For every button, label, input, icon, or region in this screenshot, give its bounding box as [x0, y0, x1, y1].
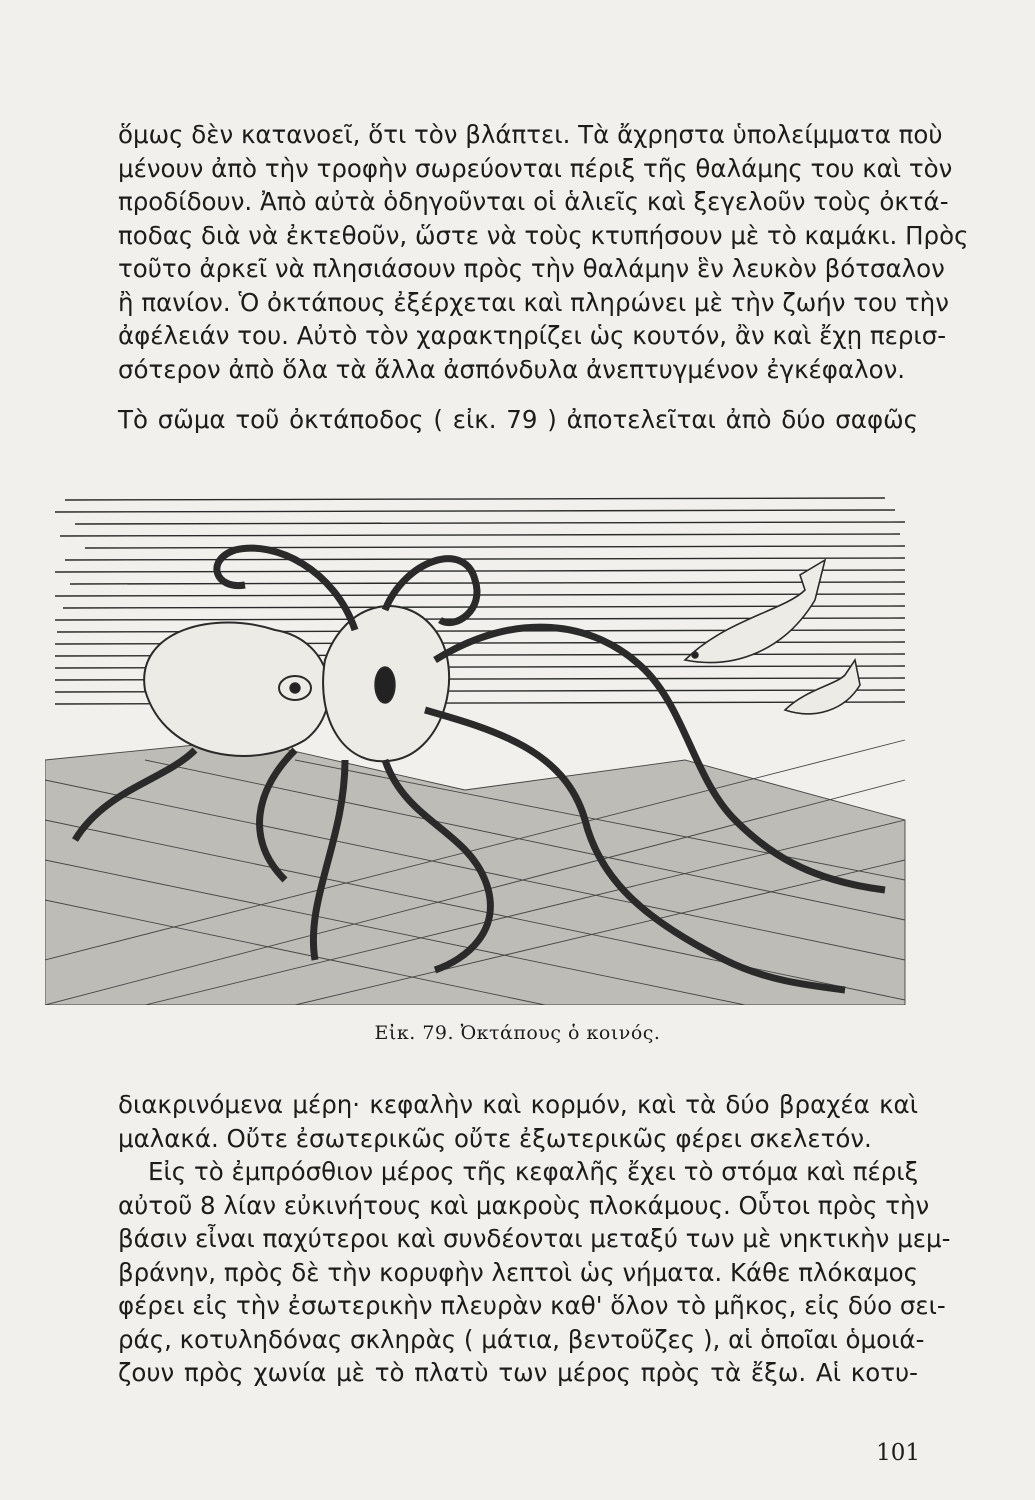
text-line: ἀφέλειάν του. Αὐτὸ τὸν χαρακτηρίζει ὡς κουτόν, ἂν καὶ ἔχῃ περισ-: [118, 321, 947, 350]
text-line: Τὸ σῶμα τοῦ ὀκτάποδος ( εἰκ. 79 ) ἀποτελεῖται ἀπὸ δύο σαφῶς: [118, 405, 918, 434]
page-number: 101: [876, 1440, 920, 1466]
octopus-siphon: [375, 667, 395, 703]
figure-caption: Εἰκ. 79. Ὀκτάπους ὁ κοινός.: [374, 1022, 661, 1044]
text-line: βράνην, πρὸς δὲ τὴν κορυφὴν λεπτοὶ ὡς νήματα. Κάθε πλόκαμος: [118, 1257, 918, 1287]
text-line: μαλακά. Οὔτε ἐσωτερικῶς οὔτε ἐξωτερικῶς φέρει σκελετόν.: [118, 1123, 872, 1153]
text-line: σότερον ἀπὸ ὅλα τὰ ἄλλα ἀσπόνδυλα ἀνεπτυγμένον ἐγκέφαλον.: [118, 354, 906, 384]
octopus-illustration: [45, 460, 915, 1005]
paragraph-bottom: [118, 1088, 951, 1390]
text-line: προδίδουν. Ἀπὸ αὐτὰ ὁδηγοῦνται οἱ ἁλιεῖς καὶ ξεγελοῦν τοὺς ὀκτά-: [118, 187, 949, 216]
text-line: μένουν ἀπὸ τὴν τροφὴν σωρεύονται πέριξ τῆς θαλάμης του καὶ τὸν: [118, 153, 953, 183]
paragraph-start: [118, 403, 918, 437]
text-line: ποδας διὰ νὰ ἐκτεθοῦν, ὥστε νὰ τοὺς κτυπήσουν μὲ τὸ καμάκι. Πρὸς: [118, 220, 969, 250]
text-line: Εἰς τὸ ἐμπρόσθιον μέρος τῆς κεφαλῆς ἔχει τὸ στόμα καὶ πέριξ: [148, 1157, 919, 1186]
text-line: βάσιν εἶναι παχύτεροι καὶ συνδέονται μεταξύ των μὲ νηκτικὴν μεμ-: [118, 1224, 951, 1253]
text-line: ὅμως δὲν κατανοεῖ, ὅτι τὸν βλάπτει. Τὰ ἄχρηστα ὑπολείμματα ποὺ: [118, 120, 943, 149]
text-line: διακρινόμενα μέρη· κεφαλὴν καὶ κορμόν, καὶ τὰ δύο βραχέα καὶ: [118, 1090, 918, 1119]
text-line: ζουν πρὸς χωνία μὲ τὸ πλατὺ των μέρος πρὸς τὰ ἔξω. Αἱ κοτυ-: [118, 1358, 918, 1387]
seabed-hatching: [45, 740, 905, 1005]
paragraph-top: [118, 118, 969, 420]
text-line: φέρει εἰς τὴν ἐσωτερικὴν πλευρὰν καθ' ὅλον τὸ μῆκος, εἰς δύο σει-: [118, 1291, 946, 1320]
text-line: ράς, κοτυληδόνας σκληρὰς ( μάτια, βεντοῦζες ), αἱ ὁποῖαι ὁμοιά-: [118, 1324, 925, 1354]
text-line: τοῦτο ἀρκεῖ νὰ πλησιάσουν πρὸς τὴν θαλάμην ἓν λευκὸν βότσαλον: [118, 254, 945, 283]
text-line: ἢ πανίον. Ὁ ὀκτάπους ἐξέρχεται καὶ πληρώνει μὲ τὴν ζωήν του τὴν: [118, 287, 949, 317]
text-line: αὐτοῦ 8 λίαν εὐκινήτους καὶ μακροὺς πλοκάμους. Οὗτοι πρὸς τὴν: [118, 1190, 930, 1220]
